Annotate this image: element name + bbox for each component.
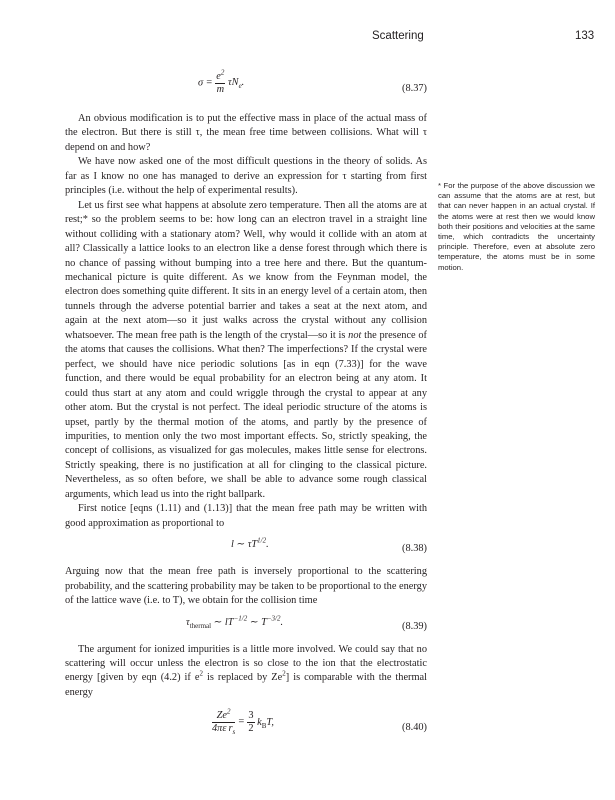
- eq-839-tau: τ: [186, 616, 190, 628]
- eq-837-rest: τN: [227, 77, 239, 89]
- eq-840-den-sub2: s: [232, 728, 236, 737]
- eq-838-text: l ∼ τT: [231, 539, 258, 551]
- eq-839-tau-sub: thermal: [189, 621, 212, 630]
- paragraph-text: the presence of the atoms that causes the collisions. What then? The imperfections? If the crystal were perfect, we should have nice periodic solutions [as in eqn (7.33)] for the wave function, and there would be equal probability for an electron being at any atom. It could thus start at any atom and could wriggle through the crystal to appear at any other atom. But the crystal is not perfect. The ideal periodic structure of the atoms is upset, partly by the thermal motion of the atoms, and partly by the presence of impurities, to mention only the two most important effects. So, strictly speaking, the concept of collisions, as visualized for gas molecules, makes little sense for electrons. Strictly speaking, there is no justification at all for clinging to the classical picture. Nevertheless, as so often before, we shall be able to advance some rough classical arguments, which lead us into the right ballpark.: [65, 329, 427, 500]
- eq-840-den-sub: r: [228, 723, 233, 735]
- eq-838-sup: 1/2: [257, 536, 267, 545]
- eq-840-frac-num: 3: [248, 710, 254, 722]
- page-number: 133: [575, 30, 595, 42]
- paragraph: Arguing now that the mean free path is inversely proportional to the scattering probability, and the scattering probability may be taken to be proportional to the energy of the lattice wave (i.e. to T), we obtain for the collision time: [65, 566, 427, 607]
- eq-839-mid: ∼ lT: [211, 616, 234, 628]
- eq-838-end: .: [266, 539, 269, 551]
- paragraph: We have now asked one of the most difficult questions in the theory of solids. As far as I know no one has managed to derive an expression for τ starting from first principles (i.e. without the help of experimental results).: [65, 156, 427, 197]
- equation-8-39: [65, 616, 427, 636]
- paragraph: An obvious modification is to put the effective mass in place of the actual mass of the electron. But there is still τ, the mean free time between collisions. What will τ depend on and how?: [65, 113, 427, 153]
- paragraph-text: Let us first see what happens at absolute zero temperature. Then all the atoms are at rest;* so the problem seems to be: how long can an electron travel in a straight line without colliding with a stationary atom? Well, why would it collide with an atom at all? Classically a lattice looks to an electron like a dense forest through which there is no chance of passing without bumping into a tree here and there. But the quantum-mechanical picture is quite different. As we know from the Feynman model, the electron does something quite different. It sits in an energy level of a certain atom, then tunnels through the adverse potential barrier and takes a seat at the next atom, and again at the next atom—so it just walks across the crystal without any collision whatsoever. The mean free path is the length of the crystal—so it is: [65, 199, 427, 341]
- eq-840-denominator: 4πε: [212, 723, 227, 735]
- eq-839-mid2: ∼ T: [247, 616, 267, 628]
- eq-840-numerator: Ze: [216, 710, 228, 722]
- eq-840-frac-den: 2: [248, 723, 254, 735]
- eq-839-sup2: −3/2: [266, 614, 281, 623]
- eq-840-rest-sub: B: [261, 721, 267, 730]
- eq-837-end: .: [241, 77, 245, 89]
- equation-number: (8.38): [402, 543, 427, 555]
- paragraph: First notice [eqns (1.11) and (1.13)] that the mean free path may be written with good approximation as proportional to: [65, 503, 427, 529]
- section-title: Scattering: [372, 30, 424, 42]
- sidenote-footnote: * For the purpose of the above discussion we can assume that the atoms are at rest, but that can never happen in an actual crystal. If the atoms were at rest then we would know both their positions and velocities at the same time, which contradicts the uncertainty principle. Therefore, even at absolute zero temperature, the atoms must be in some motion.: [438, 181, 595, 272]
- eq-837-num-sup: 2: [220, 68, 225, 77]
- paragraph-text: is replaced by Ze: [202, 672, 283, 684]
- equation-8-38: [65, 538, 427, 558]
- running-header: [0, 30, 615, 50]
- eq-840-end: T,: [266, 716, 274, 728]
- equation-8-37: [65, 68, 427, 105]
- eq-840-fraction-2: [247, 710, 254, 735]
- eq-840-num-sup: 2: [227, 707, 231, 716]
- paragraph: [65, 199, 427, 503]
- eq-837-fraction: [215, 68, 225, 96]
- eq-840-fraction: [212, 707, 236, 737]
- equation-number: (8.37): [402, 83, 427, 94]
- eq-837-rest-sub: e: [238, 82, 242, 91]
- eq-839-end: .: [280, 616, 284, 628]
- eq-840-equals: =: [237, 716, 245, 728]
- equation-number: (8.39): [402, 620, 427, 632]
- eq-837-numerator: e: [216, 71, 221, 82]
- paragraph: [65, 643, 427, 701]
- superscript: 2: [282, 669, 286, 678]
- eq-837-lhs: σ =: [198, 77, 213, 89]
- eq-837-denominator: m: [216, 84, 225, 95]
- eq-839-sup1: −1/2: [233, 614, 248, 623]
- equation-8-40: [65, 707, 427, 744]
- emphasis: not: [348, 329, 362, 341]
- equation-number: (8.40): [402, 722, 427, 734]
- paragraph-text: ] is comparable with the thermal energy: [65, 672, 428, 698]
- eq-840-rest: k: [257, 716, 262, 728]
- paragraph-text: The argument for ionized impurities is a little more involved. We could say that no scattering will occur unless the electron is so close to the ion that the electrostatic energy [given by eqn (4.2) if e: [65, 643, 427, 684]
- superscript: 2: [199, 669, 203, 678]
- main-text-column: [65, 64, 427, 751]
